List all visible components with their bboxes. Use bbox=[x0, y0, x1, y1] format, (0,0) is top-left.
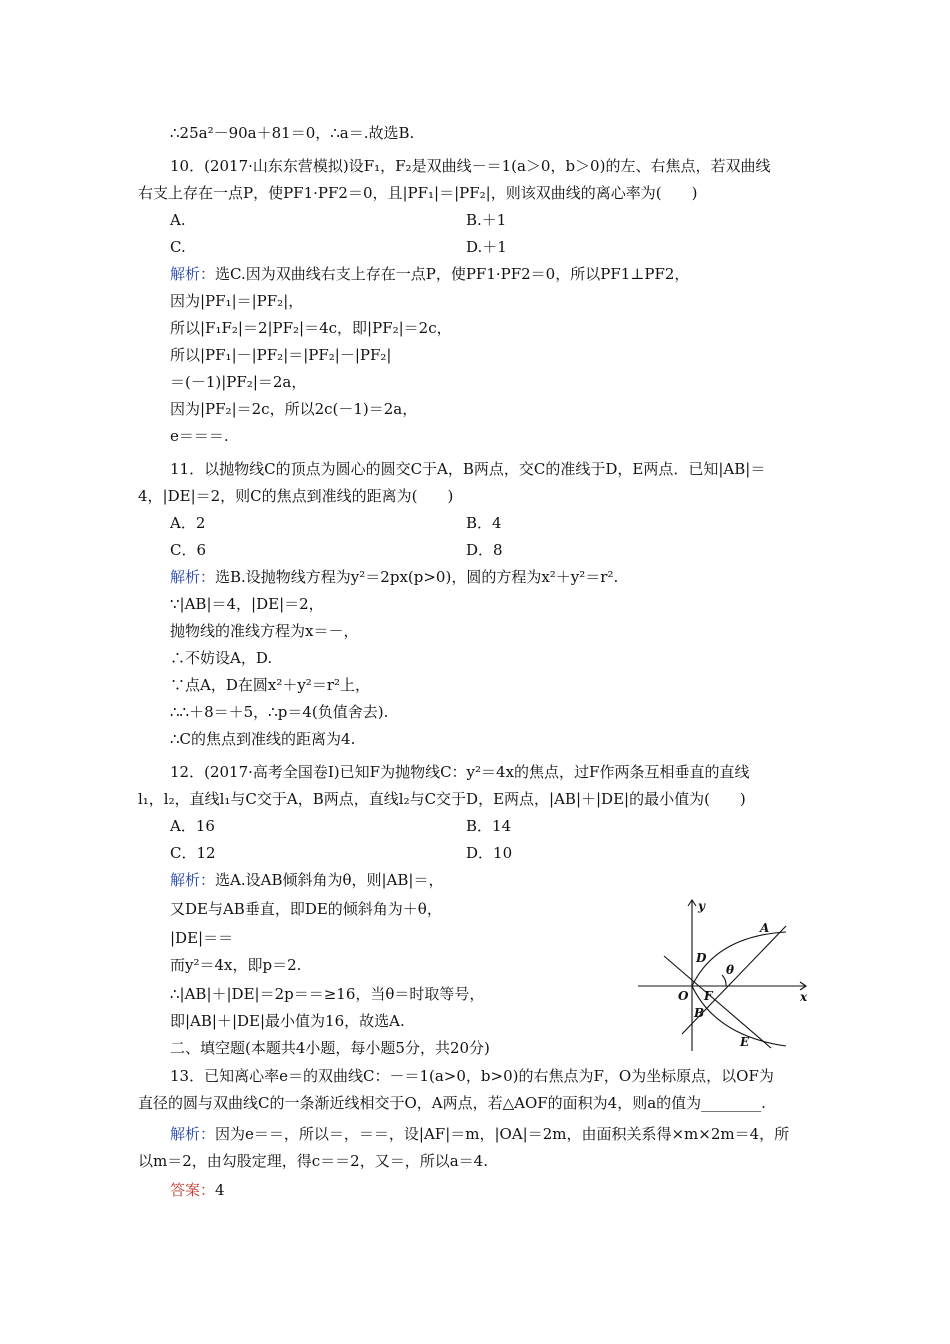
text-line: 直径的圆与双曲线C的一条渐近线相交于O，A两点，若△AOF的面积为4，则a的值为________. bbox=[138, 1094, 766, 1112]
text-line: 所以|F₁F₂|＝2|PF₂|＝4c，即|PF₂|＝2c， bbox=[170, 319, 452, 337]
label-d: D bbox=[696, 951, 707, 965]
answer-value: 4 bbox=[215, 1181, 225, 1199]
section-heading: 二、填空题(本题共4小题，每小题5分，共20分) bbox=[170, 1039, 490, 1057]
option-c: C．6 bbox=[170, 541, 207, 559]
solution-label: 解析： bbox=[170, 568, 216, 586]
text-line: 所以|PF₁|－|PF₂|＝|PF₂|－|PF₂| bbox=[170, 346, 392, 364]
text-line: ∵点A，D在圆x²＋y²＝r²上， bbox=[170, 676, 371, 694]
text-line: 抛物线的准线方程为x＝－， bbox=[170, 622, 359, 640]
label-theta: θ bbox=[726, 963, 735, 977]
solution-text: 选C.因为双曲线右支上存在一点P，使PF1·PF2＝0，所以PF1⊥PF2， bbox=[215, 265, 690, 283]
option-a: A. bbox=[170, 211, 186, 229]
text-line: ＝(－1)|PF₂|＝2a， bbox=[170, 373, 307, 391]
solution-line bbox=[170, 264, 689, 284]
solution-label: 解析： bbox=[170, 265, 216, 283]
text-line: 而y²＝4x，即p＝2. bbox=[170, 956, 302, 974]
parabola-figure bbox=[636, 896, 826, 1056]
answer-label: 答案： bbox=[170, 1181, 216, 1199]
label-b: B bbox=[694, 1006, 705, 1020]
text-line: e＝＝＝. bbox=[170, 427, 229, 445]
question-12: 12．(2017·高考全国卷Ⅰ)已知F为抛物线C：y²＝4x的焦点，过F作两条互相垂直的直线 bbox=[170, 763, 750, 781]
label-o: O bbox=[678, 989, 689, 1003]
label-y: y bbox=[698, 899, 705, 913]
solution-label: 解析： bbox=[170, 871, 216, 889]
solution-text: 选A.设AB倾斜角为θ，则|AB|＝， bbox=[215, 871, 444, 889]
option-a: A．2 bbox=[170, 514, 206, 532]
text-line: |DE|＝＝ bbox=[170, 929, 234, 947]
option-d: D．8 bbox=[466, 541, 503, 559]
text-line: ∴C的焦点到准线的距离为4. bbox=[170, 730, 356, 748]
solution-label: 解析： bbox=[170, 1125, 216, 1143]
text-line: 4，|DE|＝2，则C的焦点到准线的距离为( ) bbox=[138, 487, 454, 505]
question-11: 11．以抛物线C的顶点为圆心的圆交C于A，B两点，交C的准线于D，E两点．已知|AB|＝ bbox=[170, 460, 766, 478]
text-line: ∴25a²－90a＋81＝0，∴a＝.故选B. bbox=[170, 124, 415, 142]
option-b: B．4 bbox=[466, 514, 502, 532]
answer-line bbox=[170, 1180, 225, 1200]
solution-line bbox=[170, 870, 443, 890]
solution-text: 选B.设抛物线方程为y²＝2px(p>0)，圆的方程为x²＋y²＝r². bbox=[215, 568, 619, 586]
solution-line bbox=[170, 1124, 789, 1144]
solution-text: 因为e＝＝，所以＝，＝＝，设|AF|＝m，|OA|＝2m，由面积关系得×m×2m＝4，所 bbox=[215, 1125, 790, 1143]
text-line: 因为|PF₂|＝2c，所以2c(－1)＝2a， bbox=[170, 400, 418, 418]
option-b: B.＋1 bbox=[466, 211, 507, 229]
text-line: ∵|AB|＝4，|DE|＝2， bbox=[170, 595, 324, 613]
solution-line bbox=[170, 567, 618, 587]
option-d: D．10 bbox=[466, 844, 513, 862]
text-line: ∴∴＋8＝＋5，∴p＝4(负值舍去). bbox=[170, 703, 389, 721]
label-x: x bbox=[800, 990, 808, 1004]
label-e: E bbox=[740, 1035, 750, 1049]
text-line: 因为|PF₁|＝|PF₂|， bbox=[170, 292, 304, 310]
option-c: C．12 bbox=[170, 844, 216, 862]
text-line: 又DE与AB垂直，即DE的倾斜角为＋θ， bbox=[170, 900, 442, 918]
text-line: ∴|AB|＋|DE|＝2p＝＝≥16，当θ＝时取等号， bbox=[170, 985, 485, 1003]
option-b: B．14 bbox=[466, 817, 512, 835]
option-c: C. bbox=[170, 238, 186, 256]
option-a: A．16 bbox=[170, 817, 215, 835]
question-13: 13．已知离心率e＝的双曲线C：－＝1(a>0，b>0)的右焦点为F，O为坐标原点，以OF为 bbox=[170, 1067, 774, 1085]
option-d: D.＋1 bbox=[466, 238, 507, 256]
question-10: 10．(2017·山东东营模拟)设F₁，F₂是双曲线－＝1(a＞0，b＞0)的左、右焦点，若双曲线 bbox=[170, 157, 771, 175]
label-f: F bbox=[704, 989, 713, 1003]
text-line: 即|AB|＋|DE|最小值为16，故选A. bbox=[170, 1012, 405, 1030]
text-line: 右支上存在一点P，使PF1·PF2＝0，且|PF₁|＝|PF₂|，则该双曲线的离心率为( ) bbox=[138, 184, 698, 202]
label-a: A bbox=[760, 921, 770, 935]
text-line: l₁，l₂，直线l₁与C交于A，B两点，直线l₂与C交于D，E两点，|AB|＋|DE|的最小值为( ) bbox=[138, 790, 746, 808]
text-line: ∴不妨设A，D. bbox=[170, 649, 273, 667]
text-line: 以m＝2，由勾股定理，得c＝＝2，又＝，所以a＝4. bbox=[138, 1152, 488, 1170]
